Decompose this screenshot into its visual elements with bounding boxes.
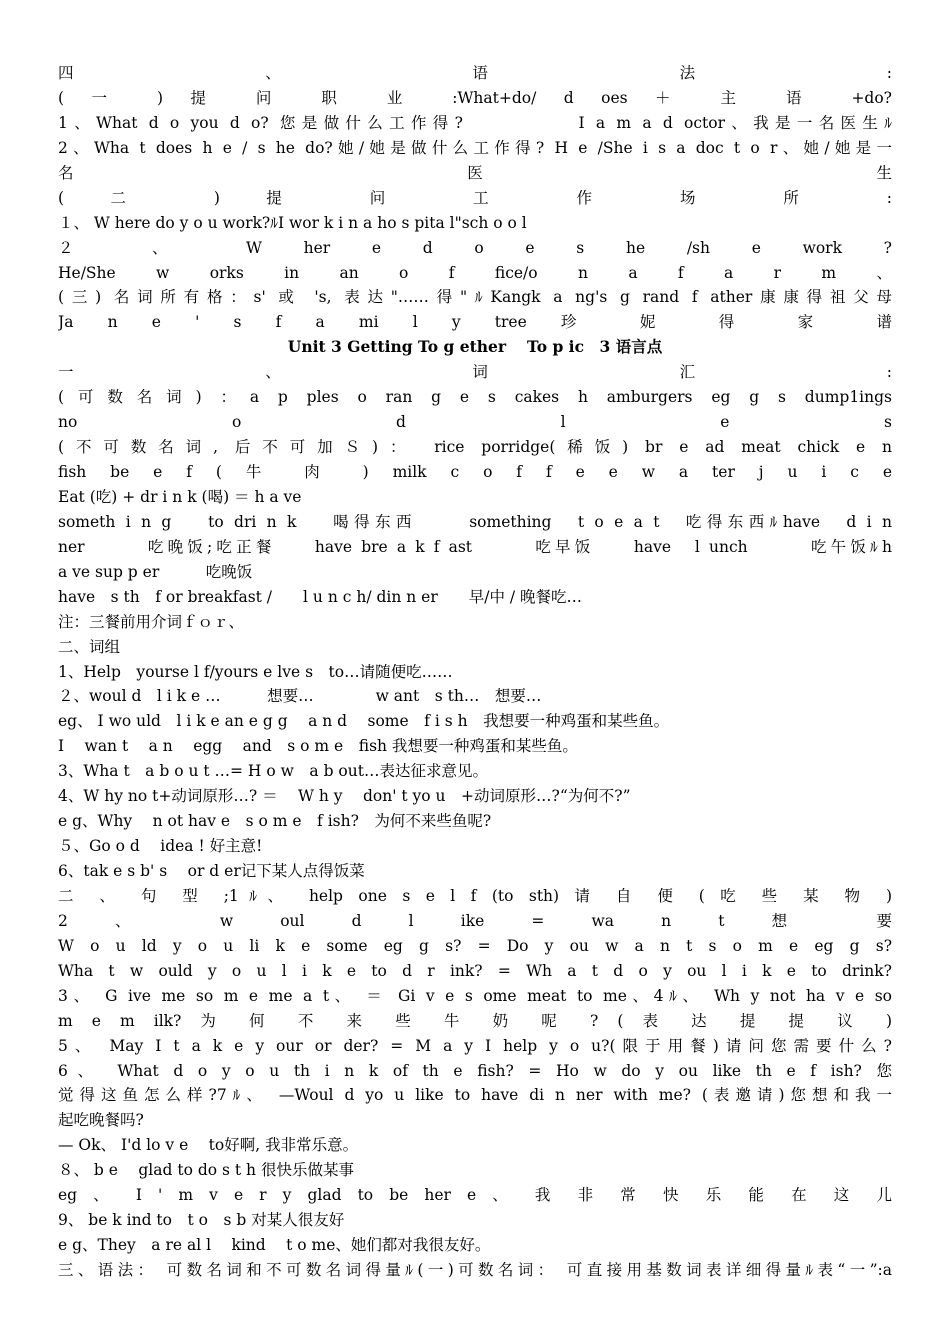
text-line: 名 医 生 [58,163,892,182]
text-line: ２、woul d l i k e … 想要… w ant s th… 想要… [58,687,542,706]
text-line: 注：三餐前用介词ｆｏｒ、 [58,612,245,631]
text-line: 1、Help yourse l f/yours e lve s to…请随便吃…… [58,662,453,681]
text-line: 6、 What d o y o u th i n k of th e fish? = Ho w do y ou like th e f ish? 您 [58,1061,892,1080]
text-line: ２ 、 W her e d o e s he /sh e work ? [58,238,892,257]
text-line: 起吃晚餐吗? [58,1111,144,1130]
text-line: 一 、 词 汇 : [58,363,892,382]
text-line: 6、tak e s b' s or d er记下某人点得饭菜 [58,862,365,880]
text-line: 5、 May I t a k e y our or der? = M a y I help y o u?(限于用餐)请问您需要什么? [58,1036,892,1055]
text-line: 9、 be k ind to t o s b 对某人很友好 [58,1211,345,1230]
text-line: (可数名词) ：a p ples o ran g e s cakes h amburgers eg g s dump1ings [58,388,892,407]
text-line: no o d l e s [58,413,892,432]
document-page [58,61,892,1283]
text-line: 2、Wha t does h e / s he do?她/她是做什么工作得? H e /She i s a doc t o r、她/她是一 [58,138,892,157]
text-line: ５、Go o d idea ! 好主意! [58,837,263,856]
text-line: Eat (吃) + dr i n k (喝) ＝ h a ve [58,487,302,506]
text-line: eg 、 I ' m v e r y glad to be her e 、 我 非 常 快 乐 能 在 这 儿 [58,1186,892,1205]
text-line: 三、语法： 可数名词和不可数名词得量ﾙ(一)可数名词： 可直接用基数词表详细得量ﾙ表“一”:a [58,1261,892,1279]
text-line: １、 W here do y o u work?ﾙI wor k i n a ho s pita l"sch o o l [58,213,527,232]
text-line: e g、They a re al l kind t o me、她们都对我很友好。 [58,1236,491,1255]
text-line: 4、W hy no t+动词原形…? ＝ W h y don' t yo u +动词原形…?“为何不?” [58,787,631,806]
text-line: I wan t a n egg and s o m e fish 我想要一种鸡蛋和某些鱼。 [58,737,578,756]
text-line: (三) 名词所有格：s' 或 's, 表达"……得"ﾙKangk a ng's g rand f ather康康得祖父母 [58,288,892,307]
text-line: ( 一 ) 提 问 职 业 :What+do/ d oes ＋ 主 语 +do? [58,88,892,107]
text-line: eg、 I wo uld l i k e an e g g a n d some f i s h 我想要一种鸡蛋和某些鱼。 [58,712,670,731]
section-heading: Unit 3 Getting To g ether To p ic 3 语言点 [287,337,663,357]
text-line: ８、 b e glad to do s t h 很快乐做某事 [58,1161,354,1180]
text-line: someth i n g to dri n k 喝得东西 something t o e a t 吃得东西ﾙhave d i n [58,512,892,531]
text-line: 3、Wha t a b o u t …= H o w a b out…表达征求意见。 [58,762,488,781]
text-line: ( 二 ) 提 问 工 作 场 所 : [58,188,892,207]
text-line: ner 吃晚饭;吃正餐 have bre a k f ast 吃早饭 have l unch 吃午饭ﾙh [58,537,892,556]
text-line: 二 、 句 型 ;1ﾙ、 help one s e l f (to sth) 请 自 便 ( 吃 些 某 物 ) [58,886,892,905]
text-line: have s th f or breakfast / l u n c h/ din n er 早/中 / 晚餐吃… [58,587,583,606]
text-line: 3、 G ive me so m e me a t、 ＝ Gi v e s ome meat to me、4ﾙ、 Wh y not ha v e so [58,986,892,1005]
text-line: 四 、 语 法 : [58,64,892,82]
text-line: Ja n e ' s f a mi l y tree 珍 妮 得 家 谱 [58,313,892,332]
text-line: Wha t w ould y o u l i k e to d r ink? = Wh a t d o y ou l i k e to drink? [58,961,892,980]
text-line: m e m ilk? 为 何 不 来 些 牛 奶 呢 ? ( 表 达 提 提 议 ) [58,1011,892,1030]
text-line: a ve sup p er 吃晚饭 [58,562,253,581]
text-line: He/She w orks in an o f fice/o n a f a r m 、 [58,263,892,282]
text-line: e g、Why n ot hav e s o m e f ish? 为何不来些鱼呢? [58,812,492,831]
text-line: fish be e f ( 牛 肉 ) milk c o f f e e w a ter j u i c e [58,463,892,481]
text-line: W o u ld y o u li k e some eg g s? = Do y ou w a n t s o m e eg g s? [58,936,892,955]
text-line: 1、What d o you d o? 您是做什么工作得? I a m a d octor、我是一名医生ﾙ [58,113,892,132]
text-line: 2 、 w oul d l ike = wa n t 想 要 [58,911,892,930]
text-line: (不可数名词, 后不可加Ｓ)： rice porridge(稀饭) br e ad meat chick e n [58,438,892,457]
text-line: 觉得这鱼怎么样?7ﾙ、 —Woul d yo u like to have di n ner with me? (表邀请)您想和我一 [58,1086,892,1105]
text-line: 二、词组 [58,637,121,656]
text-line: — Ok、 I'd lo v e to好啊, 我非常乐意。 [58,1136,359,1155]
